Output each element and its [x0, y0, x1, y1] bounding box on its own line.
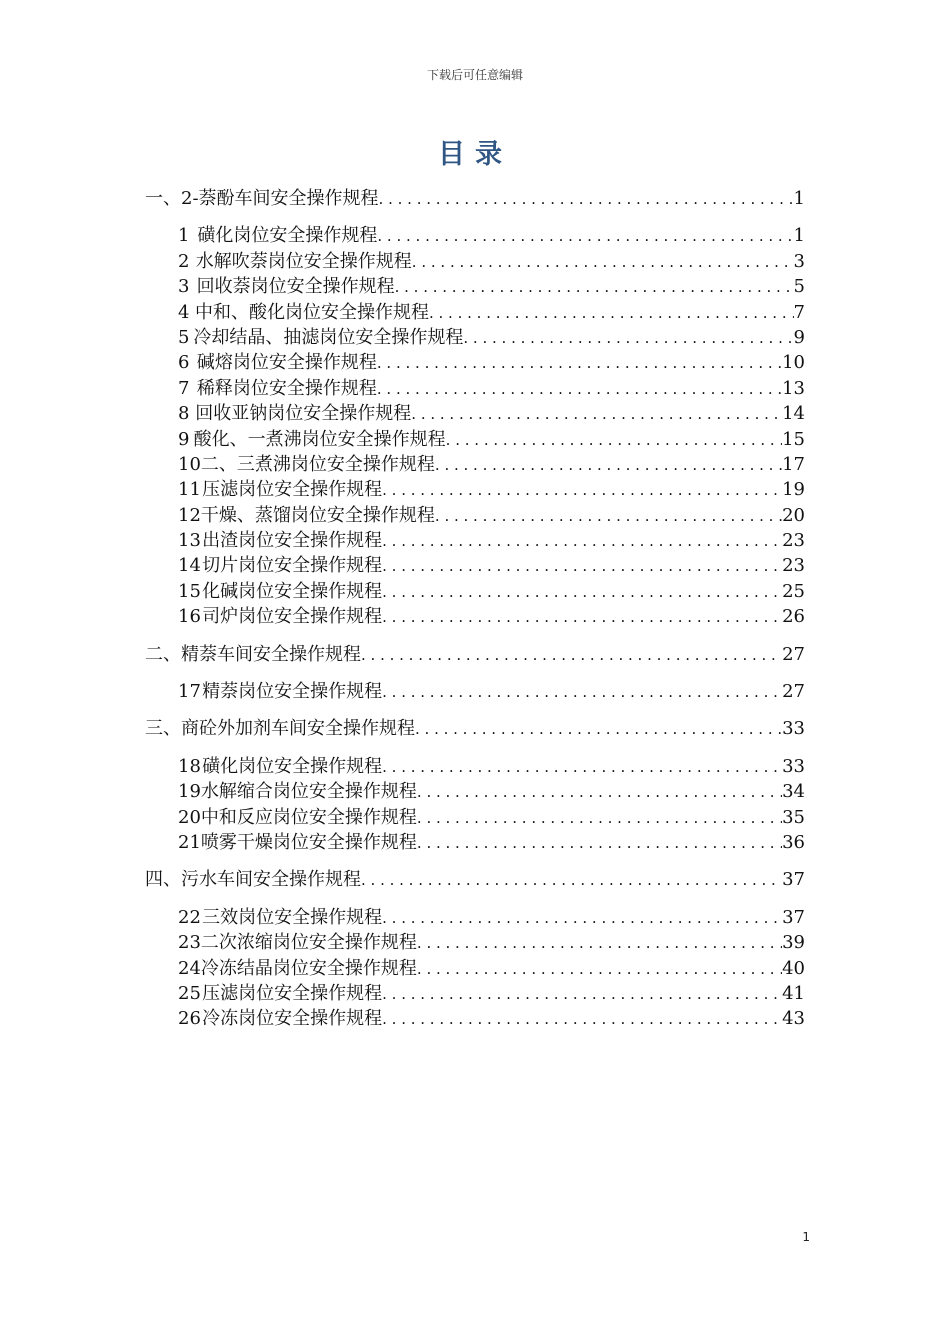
toc-page-number: 37 — [782, 869, 805, 891]
toc-item[interactable] — [145, 830, 805, 855]
toc-section[interactable] — [145, 867, 805, 892]
toc-item-number: 13 — [178, 530, 201, 552]
toc-item-number: 23 — [178, 932, 201, 954]
table-of-contents — [145, 186, 805, 1032]
toc-item-number: 21 — [178, 831, 201, 853]
toc-dot-leader — [429, 301, 794, 326]
toc-page-number: 39 — [782, 932, 805, 954]
toc-entry-title: 回收亚钠岗位安全操作规程 — [195, 403, 412, 425]
toc-entry-title: 压滤岗位安全操作规程 — [202, 982, 383, 1004]
toc-dot-leader — [382, 680, 782, 705]
toc-dot-leader — [446, 428, 782, 453]
toc-page-number: 33 — [782, 718, 805, 740]
toc-entry-title: 二次浓缩岗位安全操作规程 — [200, 932, 417, 954]
toc-dot-leader — [417, 957, 782, 982]
toc-dot-leader — [382, 605, 782, 630]
toc-page-number: 33 — [782, 755, 805, 777]
toc-dot-leader — [417, 806, 782, 831]
toc-dot-leader — [411, 402, 782, 427]
toc-item[interactable] — [145, 956, 805, 981]
toc-item-number: 26 — [178, 1008, 201, 1030]
toc-item[interactable] — [145, 401, 805, 426]
toc-section[interactable] — [145, 716, 805, 741]
toc-entry-title: 二、精萘车间安全操作规程 — [145, 643, 361, 665]
toc-item-number: 22 — [178, 906, 201, 928]
toc-item[interactable] — [145, 376, 805, 401]
toc-dot-leader — [379, 187, 794, 212]
toc-page-number: 5 — [793, 276, 805, 298]
toc-item-number: 4 — [178, 301, 190, 323]
toc-page-number: 40 — [782, 957, 805, 979]
toc-page-number: 37 — [782, 906, 805, 928]
toc-item[interactable] — [145, 223, 805, 248]
toc-page-number: 26 — [782, 606, 805, 628]
toc-item-number: 1 — [178, 225, 190, 247]
toc-page-number: 17 — [782, 453, 805, 475]
toc-page-number: 3 — [793, 250, 805, 272]
toc-item-number: 2 — [178, 250, 190, 272]
toc-page-number: 27 — [782, 681, 805, 703]
toc-entry-title: 磺化岗位安全操作规程 — [202, 755, 383, 777]
toc-dot-leader — [361, 868, 782, 893]
toc-page-number: 1 — [793, 188, 805, 209]
toc-item-number: 15 — [178, 580, 201, 602]
toc-item-number: 6 — [178, 352, 190, 374]
toc-item-number: 25 — [178, 982, 201, 1004]
toc-item-number: 18 — [178, 755, 201, 777]
toc-page-number: 23 — [782, 530, 805, 552]
toc-entry-title: 喷雾干燥岗位安全操作规程 — [200, 831, 417, 853]
toc-entry-title: 三、商砼外加剂车间安全操作规程 — [145, 718, 415, 740]
toc-dot-leader — [382, 755, 782, 780]
toc-dot-leader — [435, 504, 782, 529]
toc-item[interactable] — [145, 528, 805, 553]
toc-entry-title: 回收萘岗位安全操作规程 — [196, 276, 395, 298]
toc-dot-leader — [417, 931, 782, 956]
toc-item[interactable] — [145, 300, 805, 325]
toc-page-number: 20 — [782, 504, 805, 526]
toc-dot-leader — [417, 780, 782, 805]
toc-dot-leader — [361, 643, 782, 668]
toc-page-number: 15 — [782, 428, 805, 450]
page-header: 下载后可任意编辑 — [426, 68, 523, 82]
toc-item[interactable] — [145, 1006, 805, 1031]
toc-page-number: 14 — [782, 403, 805, 425]
toc-item-number: 16 — [178, 606, 201, 628]
toc-entry-title: 精萘岗位安全操作规程 — [202, 681, 383, 703]
toc-item[interactable] — [145, 350, 805, 375]
toc-item[interactable] — [145, 930, 805, 955]
toc-dot-leader — [463, 326, 793, 351]
toc-item[interactable] — [145, 452, 805, 477]
toc-page-number: 23 — [782, 555, 805, 577]
page-number: 1 — [802, 1230, 810, 1244]
toc-entry-title: 冷却结晶、抽滤岗位安全操作规程 — [193, 326, 464, 348]
toc-entry-title: 碱熔岗位安全操作规程 — [196, 352, 377, 374]
toc-entry-title: 四、污水车间安全操作规程 — [145, 869, 361, 891]
toc-page-number: 35 — [782, 806, 805, 828]
toc-entry-title: 中和反应岗位安全操作规程 — [200, 806, 417, 828]
toc-item-number: 8 — [178, 403, 190, 425]
toc-item[interactable] — [145, 679, 805, 704]
toc-item[interactable] — [145, 805, 805, 830]
toc-item-number: 5 — [178, 326, 190, 348]
toc-page-number: 13 — [782, 377, 805, 399]
toc-dot-leader — [377, 224, 793, 249]
toc-item[interactable] — [145, 779, 805, 804]
toc-page-number: 9 — [793, 326, 805, 348]
toc-dot-leader — [382, 478, 782, 503]
toc-page-number: 43 — [782, 1008, 805, 1030]
toc-dot-leader — [382, 1007, 782, 1032]
toc-dot-leader — [377, 377, 782, 402]
toc-item[interactable] — [145, 579, 805, 604]
toc-page-number: 34 — [782, 781, 805, 803]
toc-entry-title: 中和、酸化岗位安全操作规程 — [194, 301, 429, 323]
toc-page-number: 25 — [782, 580, 805, 602]
toc-dot-leader — [382, 580, 782, 605]
toc-item[interactable] — [145, 905, 805, 930]
toc-page-number: 41 — [782, 982, 805, 1004]
toc-entry-title: 冷冻岗位安全操作规程 — [202, 1008, 383, 1030]
toc-item[interactable] — [145, 754, 805, 779]
toc-dot-leader — [395, 275, 794, 300]
toc-item[interactable] — [145, 427, 805, 452]
toc-dot-leader — [382, 554, 782, 579]
page-title: 目录 — [438, 139, 512, 170]
toc-item-number: 20 — [178, 806, 201, 828]
toc-item[interactable] — [145, 604, 805, 629]
toc-page-number: 7 — [793, 301, 805, 323]
toc-entry-title: 三效岗位安全操作规程 — [202, 906, 383, 928]
toc-item-number: 14 — [178, 555, 201, 577]
toc-item-number: 7 — [178, 377, 190, 399]
toc-entry-title: 水解吹萘岗位安全操作规程 — [195, 250, 412, 272]
toc-item[interactable] — [145, 274, 805, 299]
toc-entry-title: 切片岗位安全操作规程 — [202, 555, 383, 577]
toc-item[interactable] — [145, 503, 805, 528]
toc-entry-title: 酸化、一煮沸岗位安全操作规程 — [193, 428, 446, 450]
toc-item[interactable] — [145, 553, 805, 578]
toc-entry-title: 一、2-萘酚车间安全操作规程 — [145, 188, 379, 209]
toc-item-number: 12 — [178, 504, 201, 526]
toc-dot-leader — [382, 982, 782, 1007]
toc-dot-leader — [377, 351, 782, 376]
toc-entry-title: 二、三煮沸岗位安全操作规程 — [200, 453, 435, 475]
toc-item[interactable] — [145, 981, 805, 1006]
toc-page-number: 1 — [793, 225, 805, 247]
toc-section[interactable] — [145, 642, 805, 667]
toc-dot-leader — [415, 717, 782, 742]
toc-dot-leader — [435, 453, 782, 478]
toc-item-number: 24 — [178, 957, 201, 979]
toc-item-number: 10 — [178, 453, 201, 475]
toc-dot-leader — [382, 906, 782, 931]
toc-item[interactable] — [145, 249, 805, 274]
toc-entry-title: 干燥、蒸馏岗位安全操作规程 — [200, 504, 435, 526]
toc-dot-leader — [412, 250, 794, 275]
toc-section[interactable] — [145, 186, 805, 211]
toc-item-number: 17 — [178, 681, 201, 703]
toc-item[interactable] — [145, 325, 805, 350]
toc-entry-title: 稀释岗位安全操作规程 — [196, 377, 377, 399]
toc-entry-title: 出渣岗位安全操作规程 — [202, 530, 383, 552]
toc-entry-title: 水解缩合岗位安全操作规程 — [200, 781, 417, 803]
toc-dot-leader — [417, 831, 782, 856]
toc-entry-title: 压滤岗位安全操作规程 — [202, 479, 383, 501]
toc-page-number: 10 — [782, 352, 805, 374]
toc-item-number: 9 — [178, 428, 190, 450]
toc-entry-title: 磺化岗位安全操作规程 — [197, 225, 378, 247]
toc-page-number: 36 — [782, 831, 805, 853]
toc-entry-title: 司炉岗位安全操作规程 — [202, 606, 383, 628]
toc-item-number: 11 — [178, 479, 201, 501]
toc-entry-title: 化碱岗位安全操作规程 — [202, 580, 383, 602]
toc-page-number: 27 — [782, 643, 805, 665]
toc-item[interactable] — [145, 477, 805, 502]
toc-page-number: 19 — [782, 479, 805, 501]
toc-entry-title: 冷冻结晶岗位安全操作规程 — [200, 957, 417, 979]
toc-item-number: 3 — [178, 276, 190, 298]
toc-item-number: 19 — [178, 781, 201, 803]
toc-dot-leader — [382, 529, 782, 554]
